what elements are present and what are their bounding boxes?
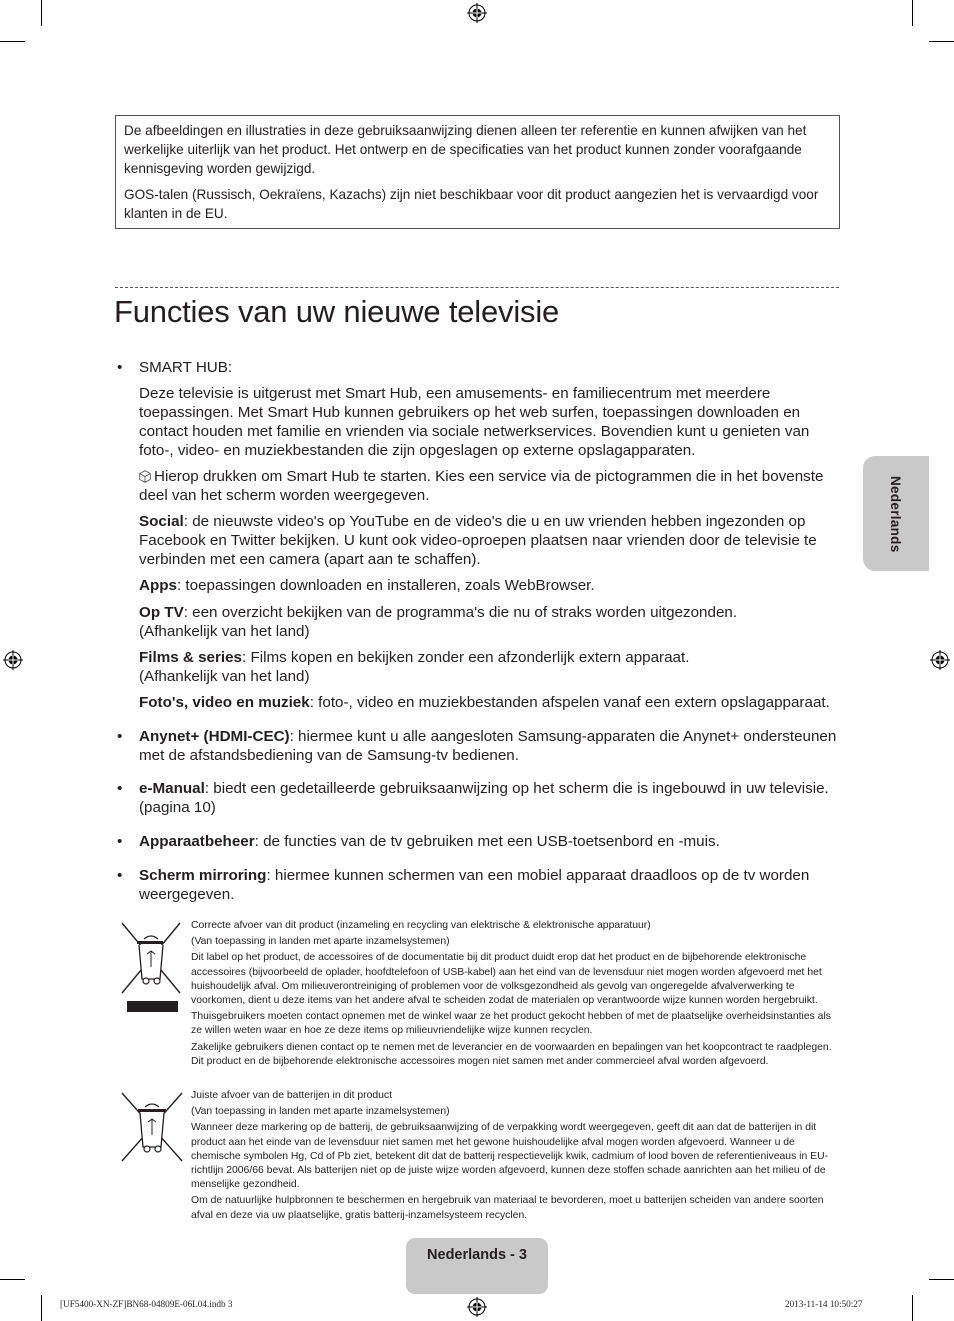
feature-text: : hiermee kunnen schermen van een mobiel apparaat draadloos op de tv worden weergegeven. <box>139 867 810 903</box>
print-file-info: [UF5400-XN-ZF]BN68-04809E-06L04.indb 3 <box>60 1299 233 1309</box>
feature-label: SMART HUB <box>139 359 228 376</box>
weee-heading: Correcte afvoer van dit product (inzameling en recycling van elektrische & elektronische apparatuur) <box>191 920 651 931</box>
battery-paragraph: Wanneer deze markering op de batterij, de gebruiksaanwijzing of de verpakking wordt weergegeven, geeft dit aan dat de batterijen in dit product aan het einde van de levensduur niet samen met het gewone huishoudelijke afval mogen worden afgevoerd. Wanneer u de chemische symbolen Hg, Cd of Pb ziet, betekent dit dat de batterij respectievelijk kwik, cadmium of lood boven de referentieniveaus in EU-richtlijn 2006/66 bevat. Als batterijen niet op de juiste wijze worden afgevoerd, kunnen deze stoffen schade aanrichten aan het milieu of de menselijke gezondheid. <box>191 1122 829 1191</box>
registration-mark-icon <box>467 1297 487 1317</box>
sub-feature-label: Social <box>139 513 184 530</box>
feature-text: : de functies van de tv gebruiken met een USB-toetsenbord en -muis. <box>254 833 720 850</box>
registration-mark-icon <box>467 3 487 23</box>
bullet-dot: • <box>117 359 123 376</box>
crop-mark <box>41 1295 42 1321</box>
crop-mark <box>0 41 25 42</box>
battery-subheading: (Van toepassing in landen met aparte inzamelsystemen) <box>191 1106 450 1118</box>
crop-mark <box>0 1279 25 1280</box>
crop-mark <box>41 0 42 26</box>
bullet-dot: • <box>117 833 123 850</box>
crop-mark <box>929 1279 954 1280</box>
weee-paragraph: Dit label op het product, de accessoires of de documentatie bij dit product duidt erop dat het product en de bijbehorende elektronische accessoires (bijvoorbeeld de oplader, hoofdtelefoon of USB-kabel) aan het eind van de levensduur niet mogen worden afgevoerd met het huishoudelijk afval. Om milieuverontreiniging of problemen voor de volksgezondheid als gevolg van ongeregelde afvalverwerking te voorkomen, dient u deze items van het andere afval te scheiden zodat de materialen op verantwoorde wijze kunnen worden hergebruikt. <box>191 952 822 1007</box>
sub-feature-text: : toepassingen downloaden en installeren, zoals WebBrowser. <box>176 577 595 594</box>
list-item-screen-mirroring <box>117 866 837 904</box>
feature-label: Anynet+ (HDMI-CEC) <box>139 728 290 745</box>
registration-mark-icon <box>3 650 23 670</box>
weee-paragraph: Thuisgebruikers moeten contact opnemen met de winkel waar ze het product gekocht hebben of met de plaatselijke overheidsinstanties als ze willen weten waar en hoe ze deze items op milieuvriendelijke wijze kunnen recyclen. <box>191 1011 831 1037</box>
section-divider <box>115 287 839 288</box>
sub-feature-text: : foto-, video en muziekbestanden afspelen vanaf een extern opslagapparaat. <box>309 694 830 711</box>
weee-text <box>191 919 836 1069</box>
feature-text: : biedt een gedetailleerde gebruiksaanwijzing op het scherm die is ingebouwd in uw televisie. (pagina 10) <box>139 780 829 816</box>
notice-box <box>115 115 840 229</box>
feature-description: Deze televisie is uitgerust met Smart Hub, een amusements- en familiecentrum met meerdere toepassingen. Met Smart Hub kunnen gebruikers op het web surfen, toepassingen downloaden en contact houden met familie en vrienden via sociale netwerkservices. Bovendien kunt u genieten van foto-, video- en muziekbestanden die zijn opgeslagen op externe opslagapparaten. <box>139 385 810 459</box>
sub-feature-label: Foto's, video en muziek <box>139 694 310 711</box>
sub-feature-label: Films & series <box>139 649 242 666</box>
feature-list <box>117 358 837 904</box>
crossed-bin-icon <box>120 921 182 1013</box>
page-number-badge <box>406 1238 548 1294</box>
label-colon: : <box>227 359 233 376</box>
feature-description <box>139 467 837 505</box>
availability-note: (Afhankelijk van het land) <box>139 623 310 640</box>
list-item-smart-hub <box>117 358 837 712</box>
registration-mark-icon <box>930 650 950 670</box>
list-item-anynet <box>117 727 837 765</box>
crossed-bin-battery-icon <box>120 1091 184 1163</box>
sub-feature-social <box>139 512 837 569</box>
feature-text: : hiermee kunt u alle aangesloten Samsung-apparaten die Anynet+ ondersteunen met de afstandsbediening van de Samsung-tv bedienen. <box>139 728 837 764</box>
sub-feature-apps <box>139 576 837 595</box>
weee-paragraph: Zakelijke gebruikers dienen contact op te nemen met de leverancier en de voorwaarden en bepalingen van het koopcontract te raadplegen. Dit product en de bijbehorende elektronische accessoires mogen niet samen met ander commercieel afval worden afgevoerd. <box>191 1041 832 1067</box>
bullet-dot: • <box>117 867 123 884</box>
page-number-label: Nederlands - 3 <box>427 1247 527 1263</box>
sub-feature-op-tv <box>139 603 837 641</box>
side-tab-label: Nederlands <box>888 475 903 553</box>
sub-feature-text: : de nieuwste video's op YouTube en de video's die u en uw vrienden hebben ingezonden op Facebook en Twitter bekijken. U kunt ook video-oproepen plaatsen naar vrienden door de televisie te verbinden met een camera (apart aan te schaffen). <box>139 513 817 568</box>
feature-label: Scherm mirroring <box>139 867 267 884</box>
list-item-e-manual <box>117 779 837 817</box>
page-title: Functies van uw nieuwe televisie <box>114 294 560 329</box>
icon-instruction: Hierop drukken om Smart Hub te starten. Kies een service via de pictogrammen die in het bovenste deel van het scherm worden weergegeven. <box>139 468 824 504</box>
feature-label: e-Manual <box>139 780 205 797</box>
availability-note: (Afhankelijk van het land) <box>139 668 310 685</box>
crop-mark <box>912 0 913 26</box>
smart-hub-icon <box>139 470 151 483</box>
battery-paragraph: Om de natuurlijke hulpbronnen te beschermen en hergebruik van materiaal te bevorderen, moet u batterijen scheiden van andere soorten afval en deze via uw plaatselijke, gratis batterij-inzamelsysteem recyclen. <box>191 1195 824 1221</box>
notice-paragraph: De afbeeldingen en illustraties in deze gebruiksaanwijzing dienen alleen ter referentie en kunnen afwijken van het werkelijke uiterlijk van het product. Het ontwerp en de specificaties van het product kunnen zonder voorafgaande kennisgeving worden gewijzigd. <box>124 123 807 176</box>
battery-text <box>191 1089 836 1223</box>
sub-feature-label: Apps <box>139 577 177 594</box>
crop-mark <box>929 41 954 42</box>
notice-paragraph: GOS-talen (Russisch, Oekraïens, Kazachs) zijn niet beschikbaar voor dit product aangezien het is vervaardigd voor klanten in de EU. <box>124 187 819 221</box>
language-side-tab <box>863 456 929 571</box>
sub-feature-text: : Films kopen en bekijken zonder een afzonderlijk extern apparaat. <box>242 649 690 666</box>
sub-feature-photos <box>139 693 837 712</box>
print-date-info: 2013-11-14 10:50:27 <box>785 1299 863 1309</box>
bullet-dot: • <box>117 728 123 745</box>
crop-mark <box>912 1295 913 1321</box>
feature-label: Apparaatbeheer <box>139 833 255 850</box>
sub-feature-text: : een overzicht bekijken van de programma's die nu of straks worden uitgezonden. <box>183 604 738 621</box>
sub-feature-films <box>139 648 837 686</box>
bullet-dot: • <box>117 780 123 797</box>
weee-subheading: (Van toepassing in landen met aparte inzamelsystemen) <box>191 936 450 948</box>
list-item-device-manager <box>117 832 837 851</box>
sub-feature-label: Op TV <box>139 604 184 621</box>
battery-heading: Juiste afvoer van de batterijen in dit product <box>191 1090 393 1101</box>
